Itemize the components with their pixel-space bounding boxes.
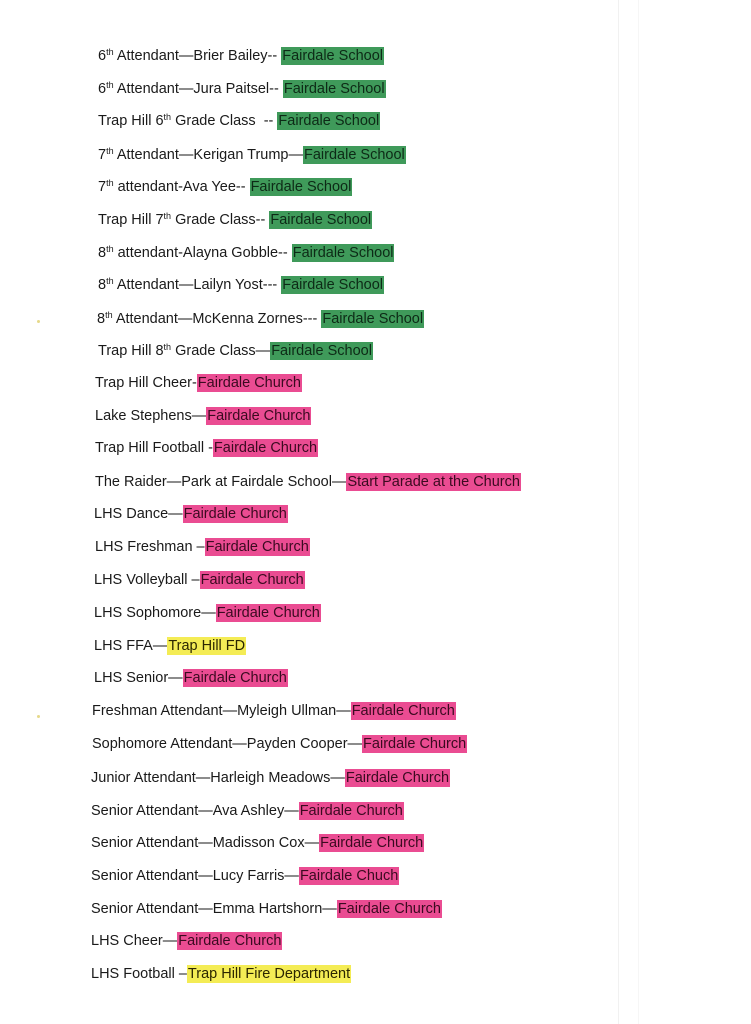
entry-label: Trap Hill Football - xyxy=(95,440,213,456)
ordinal-suffix: th xyxy=(163,112,172,122)
entry-label: Attendant—Brier Bailey-- xyxy=(113,48,282,64)
list-item xyxy=(98,275,384,295)
entry-lead-text: Trap Hill 6 xyxy=(98,113,164,129)
list-item xyxy=(94,504,288,524)
entry-label: attendant-Ava Yee-- xyxy=(113,179,250,195)
ordinal-suffix: th xyxy=(106,47,114,57)
location-highlight: Fairdale Church xyxy=(207,408,311,424)
list-item xyxy=(91,801,404,821)
location-highlight: Fairdale Church xyxy=(200,572,304,588)
scan-speck xyxy=(37,715,40,718)
location-highlight: Fairdale Church xyxy=(183,506,287,522)
list-item xyxy=(95,373,302,393)
list-item xyxy=(98,79,386,99)
entry-label: Attendant—McKenna Zornes--- xyxy=(112,311,322,327)
list-item xyxy=(98,145,406,165)
location-highlight: Fairdale Church xyxy=(363,736,467,752)
list-item xyxy=(92,701,456,721)
list-item xyxy=(98,111,380,131)
ordinal-suffix: th xyxy=(163,211,172,221)
location-highlight: Fairdale School xyxy=(292,245,394,261)
entry-label: LHS Freshman – xyxy=(95,539,205,555)
list-item xyxy=(91,899,442,919)
ordinal-suffix: th xyxy=(106,178,114,188)
location-highlight: Fairdale School xyxy=(250,179,352,195)
entry-label: Lake Stephens— xyxy=(95,408,207,424)
entry-lead-text: 6 xyxy=(98,48,107,64)
location-highlight: Fairdale Church xyxy=(351,703,455,719)
location-highlight: Fairdale Church xyxy=(197,375,301,391)
list-item xyxy=(94,668,288,688)
location-highlight: Fairdale Chuch xyxy=(299,868,399,884)
list-item xyxy=(95,472,521,492)
entry-label: Senior Attendant—Emma Hartshorn— xyxy=(91,901,337,917)
location-highlight: Fairdale School xyxy=(304,147,405,163)
entry-lead-text: 8 xyxy=(97,311,106,327)
entry-label: Grade Class-- xyxy=(171,212,270,228)
list-item xyxy=(98,177,352,197)
entry-label: Senior Attendant—Madisson Cox— xyxy=(91,835,320,851)
list-item xyxy=(94,570,305,590)
location-highlight: Fairdale School xyxy=(271,343,372,359)
scan-speck xyxy=(37,320,40,323)
list-item xyxy=(95,406,311,426)
entry-label: LHS Volleyball – xyxy=(94,572,200,588)
entry-label: Grade Class— xyxy=(171,343,271,359)
location-highlight: Fairdale School xyxy=(270,212,372,228)
entry-label: LHS Football – xyxy=(91,966,187,982)
ordinal-suffix: th xyxy=(105,310,113,320)
location-highlight: Trap Hill FD xyxy=(168,638,246,654)
list-item xyxy=(95,537,310,557)
list-item xyxy=(98,46,384,66)
entry-label: Junior Attendant—Harleigh Meadows— xyxy=(91,770,345,786)
entry-lead-text: 8 xyxy=(98,245,107,261)
location-highlight: Fairdale School xyxy=(283,81,385,97)
entry-label: LHS Dance— xyxy=(94,506,183,522)
list-item xyxy=(98,210,372,230)
list-item xyxy=(94,636,246,656)
entry-label: Attendant—Lailyn Yost--- xyxy=(113,277,282,293)
list-item xyxy=(94,603,321,623)
entry-label: Attendant—Jura Paitsel-- xyxy=(113,81,283,97)
location-highlight: Fairdale School xyxy=(322,311,424,327)
list-item xyxy=(98,341,373,361)
ordinal-suffix: th xyxy=(163,342,172,352)
entry-label: Trap Hill Cheer- xyxy=(95,375,197,391)
page-edge-line xyxy=(618,0,619,1024)
location-highlight: Fairdale Church xyxy=(183,670,287,686)
entry-label: LHS Cheer— xyxy=(91,933,178,949)
location-highlight: Start Parade at the Church xyxy=(347,474,520,490)
entry-label: LHS FFA— xyxy=(94,638,168,654)
location-highlight: Fairdale Church xyxy=(178,933,282,949)
location-highlight: Fairdale Church xyxy=(205,539,309,555)
entry-label: LHS Sophomore— xyxy=(94,605,216,621)
entry-lead-text: Trap Hill 7 xyxy=(98,212,164,228)
location-highlight: Fairdale Church xyxy=(345,770,450,786)
entry-lead-text: 8 xyxy=(98,277,107,293)
location-highlight: Fairdale Church xyxy=(320,835,424,851)
entry-label: The Raider—Park at Fairdale School— xyxy=(95,474,347,490)
entry-label: Grade Class -- xyxy=(171,113,278,129)
location-highlight: Fairdale School xyxy=(278,113,380,129)
ordinal-suffix: th xyxy=(106,146,114,156)
list-item xyxy=(98,243,394,263)
location-highlight: Fairdale Church xyxy=(213,440,318,456)
list-item xyxy=(91,866,399,886)
list-item xyxy=(92,734,467,754)
entry-lead-text: 7 xyxy=(98,179,107,195)
list-item xyxy=(97,309,424,329)
entry-label: Attendant—Kerigan Trump— xyxy=(113,147,303,163)
location-highlight: Fairdale Church xyxy=(337,901,441,917)
location-highlight: Fairdale Church xyxy=(216,605,320,621)
location-highlight: Trap Hill Fire Department xyxy=(187,966,351,982)
entry-label: attendant-Alayna Gobble-- xyxy=(113,245,292,261)
entry-label: Senior Attendant—Lucy Farris— xyxy=(91,868,299,884)
list-item xyxy=(91,931,282,951)
entry-label: Sophomore Attendant—Payden Cooper— xyxy=(92,736,363,752)
ordinal-suffix: th xyxy=(106,276,114,286)
entry-label: LHS Senior— xyxy=(94,670,183,686)
list-item xyxy=(91,768,450,788)
entry-lead-text: 6 xyxy=(98,81,107,97)
entry-lead-text: 7 xyxy=(98,147,107,163)
entry-lead-text: Trap Hill 8 xyxy=(98,343,164,359)
list-item xyxy=(91,833,424,853)
ordinal-suffix: th xyxy=(106,244,114,254)
entry-label: Freshman Attendant—Myleigh Ullman— xyxy=(92,703,351,719)
location-highlight: Fairdale School xyxy=(282,277,383,293)
location-highlight: Fairdale Church xyxy=(299,803,403,819)
location-highlight: Fairdale School xyxy=(282,48,383,64)
list-item xyxy=(95,438,318,458)
entry-label: Senior Attendant—Ava Ashley— xyxy=(91,803,299,819)
page-edge-line xyxy=(638,0,639,1024)
ordinal-suffix: th xyxy=(106,80,114,90)
list-item xyxy=(91,964,351,984)
